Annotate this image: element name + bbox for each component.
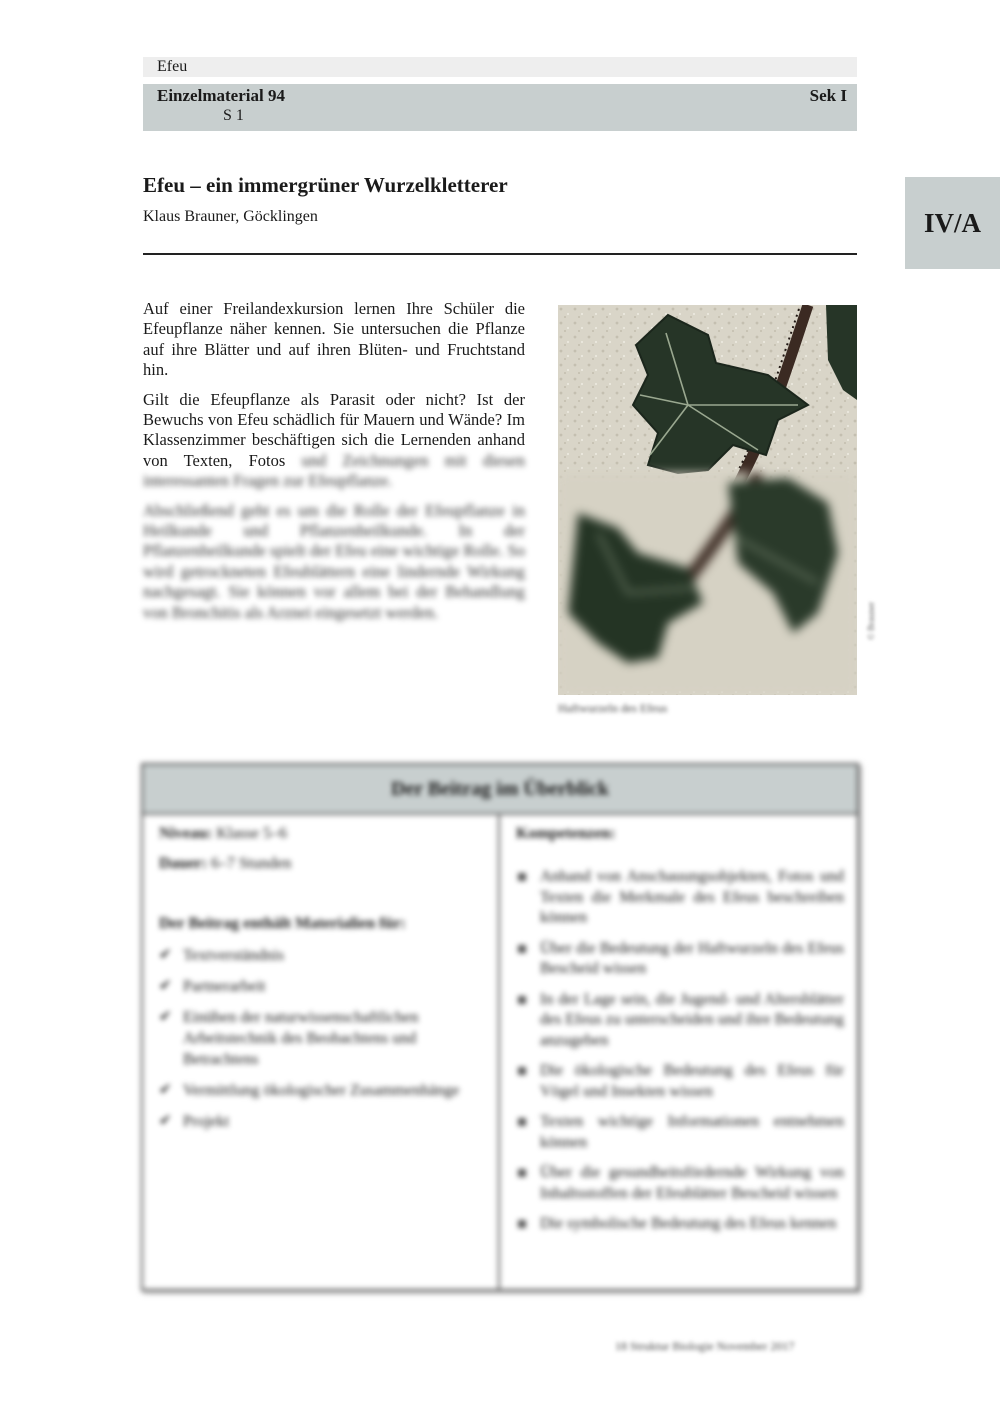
competencies-heading: Kompetenzen: — [516, 825, 616, 842]
header-material-band — [143, 84, 857, 131]
niveau-value: Klasse 5–6 — [216, 825, 287, 842]
list-item: Anhand von Anschauungsobjekten, Fotos und Texten die Merkmale des Efeus beschreiben können — [516, 867, 844, 929]
list-item: ✔ Partnerarbeit — [159, 978, 266, 995]
list-item: Texten wichtige Informationen entnehmen können — [516, 1112, 844, 1153]
section-tab: IV/A — [905, 177, 1000, 269]
page-footer: 18 Struktur Biologie November 2017 — [615, 1339, 795, 1353]
list-item: ✔ Projekt — [159, 1113, 230, 1130]
square-bullet-icon — [518, 1220, 526, 1228]
check-icon: ✔ — [159, 1009, 172, 1025]
square-bullet-icon — [518, 945, 526, 953]
level-label: Sek I — [809, 86, 847, 105]
list-item: Die ökologische Bedeutung des Efeus für Vögel und Insekten wissen — [516, 1061, 844, 1102]
intro-paragraph-1: Auf einer Freilandexkursion lernen Ihre Schüler die Efeupflanze näher kennen. Sie untersuchen die Pflanze auf ihre Blätter und auf ihren Blüten- und Fruchtstand hin. — [143, 299, 525, 380]
intro-paragraph-3-blurred: Abschließend geht es um die Rolle der Efeupflanze in Heilkunde und Pflanzenheilkunde. In der Pflanzenheilkunde spielt der Efeu eine wichtige Rolle. So wird getrockneten Efeublättern eine lindernde Wirkung nachgesagt. Sie können vor allem bei der Behandlung von Bronchitis als Arznei eingesetzt werden. — [143, 500, 525, 622]
square-bullet-icon — [518, 1169, 526, 1177]
materials-heading: Der Beitrag enthält Materialien für: — [159, 915, 406, 932]
list-item: In der Lage sein, die Jugend- und Altersblätter des Efeus zu unterscheiden und ihre Bedeutung anzugeben — [516, 990, 844, 1052]
list-item: Die symbolische Bedeutung des Efeus kennen — [516, 1214, 844, 1235]
niveau-line — [159, 825, 287, 843]
header-topic-band — [143, 57, 857, 77]
header-topic: Efeu — [157, 58, 188, 75]
dauer-label: Dauer: — [159, 855, 207, 872]
overview-box — [141, 763, 859, 1291]
intro-paragraph-2-visible: Gilt die Efeupflanze als Parasit oder nicht? Ist der Bewuchs von Efeu schädlich für Mauern und Wände? Im Klassenzimmer beschäftigen sich die Lernenden anhand von Texten, Fotos — [143, 389, 525, 470]
square-bullet-icon — [518, 996, 526, 1004]
check-icon: ✔ — [159, 1113, 172, 1129]
intro-paragraph-2 — [143, 390, 525, 492]
title-divider — [143, 253, 857, 255]
check-icon: ✔ — [159, 1082, 172, 1098]
list-item: ✔ Textverständnis — [159, 947, 285, 964]
competencies-list — [516, 867, 844, 1245]
page-title: Efeu – ein immergrüner Wurzelkletterer — [143, 173, 508, 197]
overview-right-column — [500, 815, 857, 1289]
list-item: Über die gesundheitsfördernde Wirkung von Inhaltsstoffen der Efeublätter Bescheid wissen — [516, 1163, 844, 1204]
dauer-line — [159, 855, 291, 873]
list-item: Über die Bedeutung der Haftwurzeln des Efeus Bescheid wissen — [516, 939, 844, 980]
square-bullet-icon — [518, 1067, 526, 1075]
intro-text — [143, 299, 525, 632]
niveau-label: Niveau: — [159, 825, 213, 842]
photo-credit: © Brauner — [866, 601, 876, 640]
list-item: ✔ Einüben der naturwissenschaftlichen Arbeitstechnik des Beobachtens und Betrachtens — [159, 1009, 419, 1068]
check-icon: ✔ — [159, 978, 172, 994]
square-bullet-icon — [518, 1118, 526, 1126]
dauer-value: 6–7 Stunden — [210, 855, 292, 872]
photo-caption: Haftwurzeln des Efeus — [558, 701, 668, 715]
intro-paragraph-2-blurred: und Zeichnungen mit diesen interessanten Fragen zur Efeupflanze. — [143, 450, 525, 491]
page-reference: S 1 — [223, 107, 244, 124]
check-icon: ✔ — [159, 947, 172, 963]
ivy-photo — [558, 305, 857, 695]
author-line: Klaus Brauner, Göcklingen — [143, 208, 318, 225]
materials-list — [159, 945, 485, 1142]
list-item: ✔ Vermittlung ökologischer Zusammenhänge — [159, 1082, 460, 1099]
square-bullet-icon — [518, 873, 526, 881]
overview-left-column — [143, 815, 500, 1289]
material-label: Einzelmaterial 94 — [157, 86, 285, 105]
ivy-photo-lower — [558, 473, 857, 695]
overview-title: Der Beitrag im Überblick — [143, 765, 857, 815]
